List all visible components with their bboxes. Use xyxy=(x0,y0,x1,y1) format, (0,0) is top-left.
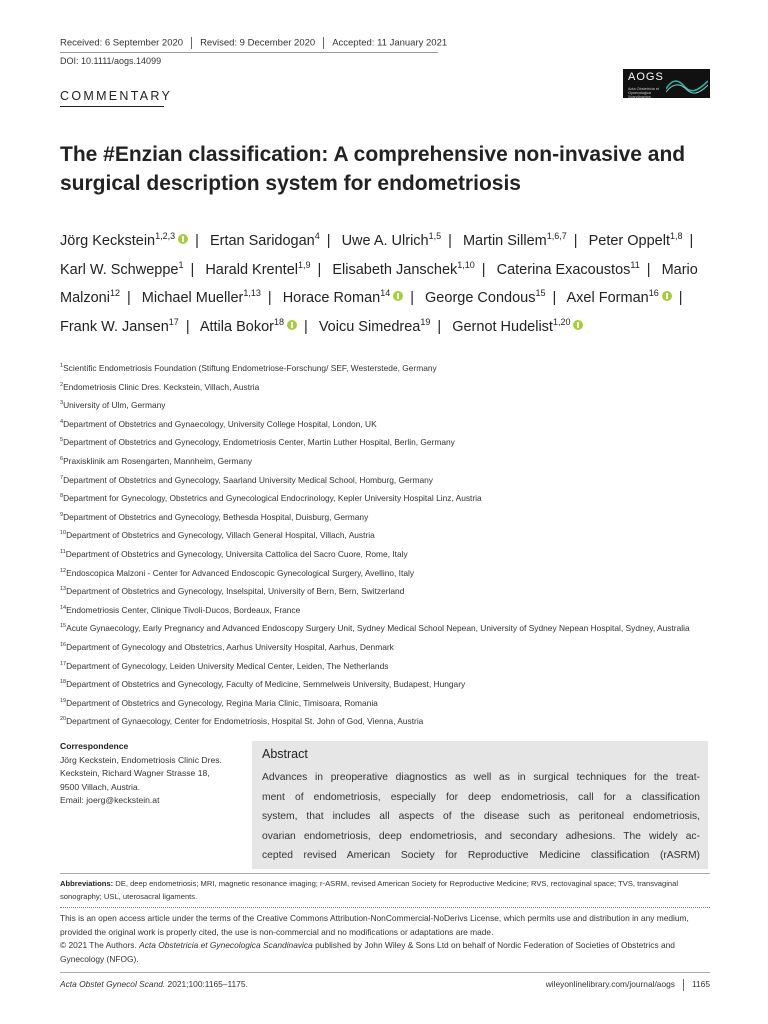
author[interactable] xyxy=(205,259,311,278)
author-separator: | xyxy=(552,290,557,307)
author[interactable] xyxy=(567,290,672,306)
author-name: Uwe A. Ulrich xyxy=(341,232,429,249)
affiliation-text: Department of Gynaecology, Center for Endometriosis, Hospital St. John of God, Vienna, Austria xyxy=(66,716,424,727)
affiliation-text: Department of Obstetrics and Gynaecology, University College Hospital, London, UK xyxy=(63,418,377,429)
logo-subtext: Acta Obstetricia et Gynecologica Scandinavica xyxy=(628,87,660,98)
affiliation-number: 14 xyxy=(60,604,67,611)
page-number: 1165 xyxy=(691,979,710,990)
author[interactable] xyxy=(496,259,640,278)
abstract-box xyxy=(252,741,708,869)
affiliation-item xyxy=(60,600,720,619)
affiliation-item xyxy=(60,432,720,451)
doi[interactable]: DOI: 10.1111/aogs.14099 xyxy=(60,56,162,66)
author-name: Frank W. Jansen xyxy=(60,319,169,336)
affiliation-number: 5 xyxy=(60,437,64,444)
author-affiliation-sup: 11 xyxy=(630,259,640,270)
footer-rule xyxy=(60,972,710,973)
author[interactable] xyxy=(342,233,442,249)
author-list xyxy=(60,224,730,339)
affiliation-list xyxy=(60,358,720,730)
author-separator: | xyxy=(326,232,331,249)
author[interactable] xyxy=(283,290,404,306)
author-name: Peter Oppelt xyxy=(588,232,670,249)
author-affiliation-sup: 14 xyxy=(380,288,391,299)
affiliation-text: University of Ulm, Germany xyxy=(63,399,166,410)
author-separator: | xyxy=(185,319,190,336)
journal-url[interactable]: wileyonlinelibrary.com/journal/aogs xyxy=(545,979,675,990)
author-affiliation-sup: 1,9 xyxy=(298,259,311,270)
author-affiliation-sup: 12 xyxy=(109,288,120,299)
affiliation-item xyxy=(60,637,720,656)
accepted-date: Accepted: 11 January 2021 xyxy=(332,37,448,49)
author[interactable] xyxy=(425,290,545,306)
section-label: COMMENTARY xyxy=(60,89,173,103)
affiliation-item xyxy=(60,507,720,526)
author-affiliation-sup: 1,13 xyxy=(243,288,261,299)
author[interactable] xyxy=(463,233,567,249)
affiliation-item xyxy=(60,395,720,414)
author[interactable] xyxy=(319,319,431,335)
article-dates xyxy=(60,37,447,49)
author[interactable] xyxy=(332,259,475,278)
affiliation-number: 19 xyxy=(60,697,67,704)
affiliation-text: Department of Obstetrics and Gynecology, Saarland University Medical School, Homburg, Germany xyxy=(63,474,433,485)
divider xyxy=(683,979,684,991)
orcid-icon[interactable] xyxy=(573,320,583,330)
affiliation-item xyxy=(60,414,720,433)
author-name: Axel Forman xyxy=(566,290,649,307)
abstract-line: ment of endometriosis, especially for deep endometriosis, call for a classification xyxy=(262,791,700,803)
author-separator: | xyxy=(573,232,578,249)
author-affiliation-sup: 16 xyxy=(648,288,659,299)
citation-details: 2021;100:1165–1175. xyxy=(165,979,248,989)
author-separator: | xyxy=(267,290,272,307)
logo-wave-icon xyxy=(666,75,708,95)
affiliation-number: 1 xyxy=(60,363,64,369)
author-name: Jörg Keckstein xyxy=(60,232,156,249)
author-affiliation-sup: 19 xyxy=(420,317,431,328)
affiliation-item xyxy=(60,656,720,675)
author-affiliation-sup: 4 xyxy=(314,231,320,241)
author-name: Michael Mueller xyxy=(141,290,244,307)
orcid-icon[interactable] xyxy=(393,291,403,301)
journal-name: Acta Obstetricia et Gynecologica Scandinavica xyxy=(139,940,313,950)
abbreviations xyxy=(60,878,710,903)
citation-journal: Acta Obstet Gynecol Scand. xyxy=(60,979,166,989)
affiliation-item xyxy=(60,711,720,730)
affiliation-number: 13 xyxy=(60,586,67,593)
affiliation-number: 8 xyxy=(60,493,64,500)
author-separator: | xyxy=(195,232,199,249)
orcid-icon[interactable] xyxy=(178,234,188,244)
page-footer xyxy=(60,979,710,989)
affiliation-item xyxy=(60,451,720,470)
article-title: The #Enzian classification: A comprehensive non-invasive and surgical description system for endometriosis xyxy=(60,143,686,195)
author-name: Attila Bokor xyxy=(199,319,274,336)
affiliation-item xyxy=(60,563,720,582)
affiliation-number: 16 xyxy=(60,641,67,648)
affiliation-number: 11 xyxy=(60,548,66,555)
affiliation-text: Praxisklinik am Rosengarten, Mannheim, Germany xyxy=(63,455,253,466)
author-separator: | xyxy=(689,232,694,249)
author[interactable] xyxy=(60,259,184,278)
author-name: Caterina Exacoustos xyxy=(496,261,631,278)
affiliation-item xyxy=(60,674,720,693)
revised-date: Revised: 9 December 2020 xyxy=(200,37,316,49)
correspondence xyxy=(60,740,245,808)
affiliation-text: Acute Gynaecology, Early Pregnancy and Advanced Endoscopy Surgery Unit, Sydney Medical School Nepean, University of Sydney Nepean Hospital, Sydney, Australia xyxy=(66,623,690,634)
license-divider xyxy=(60,907,710,908)
affiliation-text: Endometriosis Clinic Dres. Keckstein, Villach, Austria xyxy=(63,381,260,392)
affiliation-item xyxy=(60,470,720,489)
author[interactable] xyxy=(200,319,297,335)
author-separator: | xyxy=(437,319,442,336)
author-separator: | xyxy=(317,261,322,278)
affiliation-text: Department of Obstetrics and Gynecology, Faculty of Medicine, Semmelweis University, Budapest, Hungary xyxy=(66,678,466,689)
affiliation-number: 4 xyxy=(60,418,64,425)
abbreviations-rule xyxy=(60,873,710,874)
author-separator: | xyxy=(304,319,308,336)
author-separator: | xyxy=(448,232,452,249)
affiliation-text: Department of Obstetrics and Gynecology, Universita Cattolica del Sacro Cuore, Rome, Italy xyxy=(65,548,408,559)
received-date: Received: 6 September 2020 xyxy=(60,37,184,49)
correspondence-line: Jörg Keckstein, Endometriosis Clinic Dres. xyxy=(60,754,222,765)
affiliation-number: 12 xyxy=(60,567,67,574)
author-separator: | xyxy=(126,290,131,307)
affiliation-number: 2 xyxy=(60,381,64,388)
author-affiliation-sup: 1,20 xyxy=(552,317,571,328)
divider xyxy=(323,37,324,49)
orcid-icon[interactable] xyxy=(662,291,672,301)
affiliation-item xyxy=(60,618,720,637)
author-affiliation-sup: 18 xyxy=(273,317,284,328)
correspondence-email[interactable]: Email: joerg@keckstein.at xyxy=(60,795,160,805)
affiliation-number: 3 xyxy=(60,400,64,407)
author-affiliation-sup: 15 xyxy=(535,288,546,299)
affiliation-item xyxy=(60,488,720,507)
affiliation-number: 20 xyxy=(60,716,67,723)
abbreviations-text: DE, deep endometriosis; MRI, magnetic resonance imaging; r-ASRM, revised American Society for Reproductive Medicine; RVS, rectovaginal space; TVS, transvaginal sonography; USL, uterosacral ligaments. xyxy=(60,879,679,901)
header-rule xyxy=(60,52,438,53)
abstract-line: system, that includes all aspects of the disease such as peritoneal endometriosis, xyxy=(262,811,700,822)
affiliation-text: Department of Obstetrics and Gynecology, Bethesda Hospital, Duisburg, Germany xyxy=(63,511,369,522)
affiliation-number: 10 xyxy=(60,530,67,537)
author-name: Ertan Saridogan xyxy=(209,232,315,249)
author-name: Harald Krentel xyxy=(205,261,298,278)
correspondence-line: Keckstein, Richard Wagner Strasse 18, xyxy=(60,768,210,778)
affiliation-item xyxy=(60,693,720,712)
author-name: Karl W. Schweppe xyxy=(60,261,179,278)
affiliation-number: 7 xyxy=(60,474,64,481)
affiliation-text: Department of Obstetrics and Gynecology, Inselspital, University of Bern, Bern, Switzerland xyxy=(66,585,405,596)
affiliation-text: Department of Gynecology and Obstetrics, Aarhus University Hospital, Aarhus, Denmark xyxy=(66,641,394,652)
author-separator: | xyxy=(678,290,683,307)
author-separator: | xyxy=(481,261,486,278)
author-affiliation-sup: 17 xyxy=(168,317,179,328)
author-separator: | xyxy=(410,290,414,307)
affiliation-number: 9 xyxy=(60,511,64,518)
affiliation-number: 18 xyxy=(60,679,67,686)
abstract-text xyxy=(262,768,700,866)
author-affiliation-sup: 1,10 xyxy=(457,259,475,270)
affiliation-text: Department for Gynecology, Obstetrics and Gynecological Endocrinology, Kepler University Hospital Linz, Austria xyxy=(63,492,482,503)
author-separator: | xyxy=(646,261,651,278)
author-name: Martin Sillem xyxy=(462,232,547,249)
affiliation-text: Scientific Endometriosis Foundation (Stiftung Endometriose-Forschung/ SEF, Westerstede, Germany xyxy=(63,362,437,373)
correspondence-line: 9500 Villach, Austria. xyxy=(60,781,141,792)
copyright-text xyxy=(60,939,710,966)
author-name: Horace Roman xyxy=(282,290,381,307)
author-affiliation-sup: 1,5 xyxy=(428,231,442,241)
affiliation-number: 17 xyxy=(60,660,67,667)
affiliation-item xyxy=(60,581,720,600)
author-affiliation-sup: 1,2,3 xyxy=(155,231,176,241)
abstract-line: Advances in preoperative diagnostics as well as in surgical techniques for the treat- xyxy=(262,772,700,783)
journal-logo[interactable] xyxy=(623,69,710,98)
citation xyxy=(60,979,248,989)
author[interactable] xyxy=(60,233,188,249)
abstract-heading: Abstract xyxy=(262,747,308,761)
author-name: Elisabeth Janschek xyxy=(332,261,458,278)
abbreviations-label: Abbreviations: xyxy=(60,879,114,888)
author[interactable] xyxy=(142,290,261,306)
author-affiliation-sup: 1,6,7 xyxy=(546,231,567,241)
author-separator: | xyxy=(190,261,195,278)
affiliation-text: Department of Obstetrics and Gynecology, Villach General Hospital, Villach, Austria xyxy=(66,530,375,541)
author-name: Gernot Hudelist xyxy=(452,319,553,336)
affiliation-number: 6 xyxy=(60,455,64,462)
affiliation-text: Department of Gynecology, Leiden University Medical Center, Leiden, The Netherlands xyxy=(66,660,389,671)
author[interactable] xyxy=(589,233,683,249)
affiliation-item xyxy=(60,544,720,563)
affiliation-number: 15 xyxy=(60,623,67,630)
copyright-prefix: © 2021 The Authors. xyxy=(60,940,140,950)
affiliation-item xyxy=(60,377,720,396)
affiliation-text: Department of Obstetrics and Gynecology, Endometriosis Center, Martin Luther Hospital, Berlin, Germany xyxy=(63,437,455,448)
author-name: Mario Malzoni xyxy=(60,261,698,307)
section-underline xyxy=(60,106,164,107)
author-name: George Condous xyxy=(425,290,536,307)
affiliation-item xyxy=(60,358,720,377)
affiliation-text: Department of Obstetrics and Gynecology, Regina Maria Clinic, Timisoara, Romania xyxy=(66,697,378,708)
abstract-line: ovarian endometriosis, deep endometriosis, and secondary adhesions. The widely ac- xyxy=(262,830,700,842)
author-name: Voicu Simedrea xyxy=(318,319,421,336)
divider xyxy=(191,37,192,49)
author[interactable] xyxy=(210,233,320,249)
correspondence-heading: Correspondence xyxy=(60,741,129,751)
affiliation-item xyxy=(60,525,720,544)
open-access-notice xyxy=(60,912,710,966)
affiliation-text: Endometriosis Center, Clinique Tivoli-Ducos, Bordeaux, France xyxy=(66,604,301,615)
author[interactable] xyxy=(60,319,179,335)
orcid-icon[interactable] xyxy=(287,320,297,330)
author-affiliation-sup: 1,8 xyxy=(670,231,683,241)
author-affiliation-sup: 1 xyxy=(178,259,184,270)
affiliation-text: Endoscopica Malzoni - Center for Advanced Endoscopic Gynecological Surgery, Avellino, Italy xyxy=(66,567,415,578)
logo-text: AOGS xyxy=(628,71,664,83)
license-text: This is an open access article under the terms of the Creative Commons Attribution-NonCommercial-NoDerivs License, which permits use and distribution in any medium, provided the original work is properly cited, the use is non-commercial and no modifications or adaptations are made. xyxy=(60,913,689,937)
abstract-line: cepted revised American Society for Reproductive Medicine classification (rASRM) xyxy=(262,850,700,861)
copyright-suffix: published by John Wiley & Sons Ltd on behalf of Nordic Federation of Societies of Obstetrics and Gynecology (NFOG). xyxy=(60,940,675,964)
author[interactable] xyxy=(452,319,583,335)
